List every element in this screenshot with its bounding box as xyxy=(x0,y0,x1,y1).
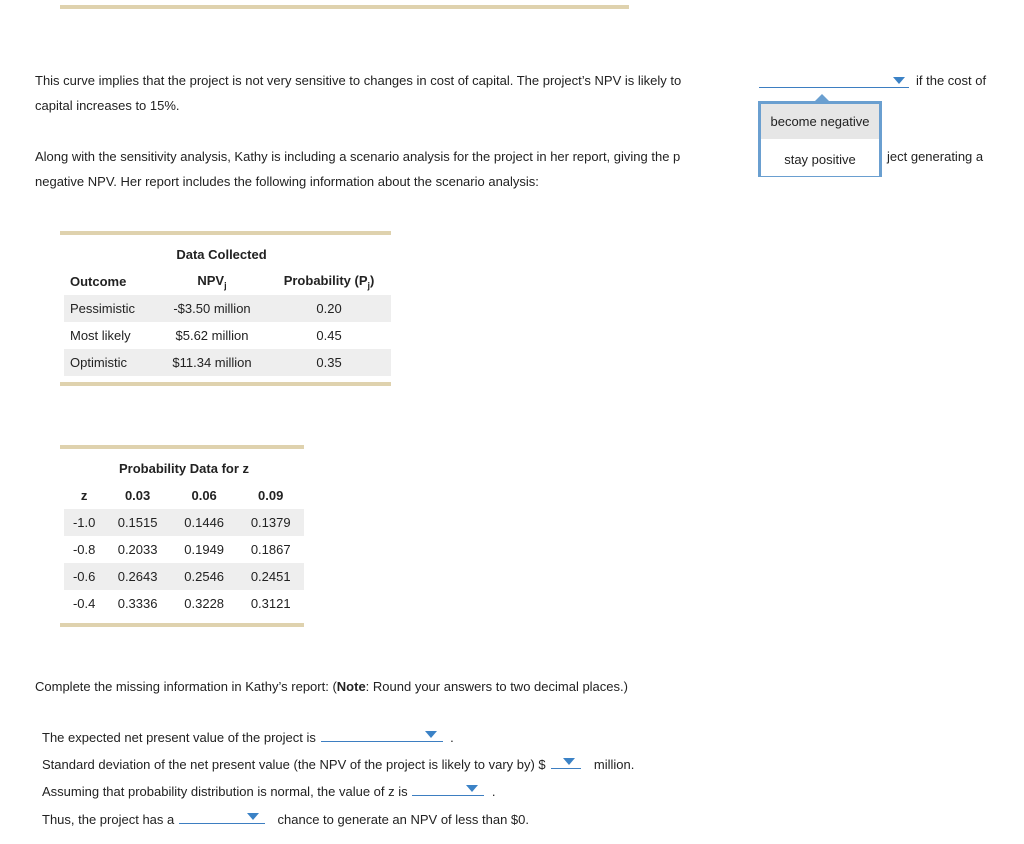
table2-header-col1: 0.03 xyxy=(124,488,151,503)
popup-pointer-icon xyxy=(815,94,829,101)
prob-cell: 0.3121 xyxy=(250,596,291,611)
prob-cell: 0.2033 xyxy=(117,542,158,557)
table2-header-col3: 0.09 xyxy=(258,488,284,503)
paragraph-sensitivity-line2 xyxy=(35,93,180,118)
table1-header-prob-sub: j xyxy=(367,280,371,291)
instructions-text-end: : Round your answers to two decimal places.) xyxy=(365,679,628,694)
paragraph-sensitivity-end xyxy=(916,68,986,93)
table-row xyxy=(64,563,304,590)
instructions-text: Complete the missing information in Kathy’s report: ( xyxy=(35,679,337,694)
paragraph-sensitivity xyxy=(35,68,681,93)
probability-z-table xyxy=(64,455,304,617)
chevron-down-icon xyxy=(466,785,478,792)
probability-cell: 0.35 xyxy=(267,349,391,376)
question-z-value-end: . xyxy=(491,784,496,799)
prob-cell: 0.2546 xyxy=(171,563,238,590)
probability-cell: 0.45 xyxy=(316,328,342,343)
table-row xyxy=(64,322,391,349)
table-row xyxy=(64,509,304,536)
npv-cell: $11.34 million xyxy=(157,349,267,376)
npv-direction-dropdown[interactable] xyxy=(759,73,909,88)
question-z-value xyxy=(42,778,496,805)
paragraph-scenario-text: Along with the sensitivity analysis, Kathy is including a scenario analysis for the project in her report, giving the p xyxy=(35,149,681,164)
prob-cell: 0.1446 xyxy=(171,509,238,536)
dropdown-options-popup xyxy=(758,101,882,177)
question-std-dev xyxy=(42,751,634,778)
table2-header-z: z xyxy=(80,488,88,503)
chevron-down-icon xyxy=(893,77,905,84)
paragraph-scenario xyxy=(35,144,680,169)
table1-header-prob-label: Probability (P xyxy=(283,272,368,288)
question-probability-end: chance to generate an NPV of less than $0. xyxy=(277,812,530,827)
chevron-down-icon xyxy=(247,813,259,820)
question-std-dev-end: million. xyxy=(593,757,635,772)
table1-header-prob-end: ) xyxy=(370,272,375,288)
z-value-dropdown[interactable] xyxy=(412,781,484,796)
question-std-dev-text: Standard deviation of the net present value (the NPV of the project is likely to vary by) $ xyxy=(42,757,546,772)
paragraph-sensitivity-text: This curve implies that the project is not very sensitive to changes in cost of capital. The project’s NPV is likely to xyxy=(35,73,682,88)
chevron-down-icon xyxy=(563,758,575,765)
table1-header-npv-sub: j xyxy=(224,280,227,291)
paragraph-sensitivity-line2-text: capital increases to 15%. xyxy=(35,98,180,113)
table1-header-outcome: Outcome xyxy=(70,274,127,289)
prob-cell: 0.3228 xyxy=(184,596,225,611)
table1-header-npv-label: NPV xyxy=(197,272,225,288)
table-row xyxy=(64,590,304,617)
z-cell: -1.0 xyxy=(64,509,104,536)
table1-bottom-rule xyxy=(60,382,391,386)
question-expected-npv-end: . xyxy=(450,730,454,745)
paragraph-scenario-line2-text: negative NPV. Her report includes the following information about the scenario analysis: xyxy=(35,174,539,189)
prob-cell: 0.1949 xyxy=(184,542,225,557)
outcome-cell: Pessimistic xyxy=(64,295,157,322)
prob-cell: 0.1515 xyxy=(104,509,171,536)
npv-cell: -$3.50 million xyxy=(157,295,267,322)
table1-header-npv xyxy=(157,268,267,295)
table2-header-col2: 0.06 xyxy=(191,488,217,503)
z-cell: -0.6 xyxy=(64,563,104,590)
expected-npv-dropdown[interactable] xyxy=(321,727,443,742)
npv-cell: $5.62 million xyxy=(175,328,249,343)
question-expected-npv xyxy=(42,724,454,751)
table1-top-rule xyxy=(60,231,391,235)
option-become-negative[interactable]: become negative xyxy=(761,104,879,139)
table2-top-rule xyxy=(60,445,304,449)
table-row xyxy=(64,536,304,563)
outcome-cell: Optimistic xyxy=(64,349,157,376)
option-stay-positive[interactable]: stay positive xyxy=(761,144,879,176)
chevron-down-icon xyxy=(425,731,437,738)
top-divider xyxy=(60,5,629,9)
prob-cell: 0.1867 xyxy=(250,542,291,557)
table1-header-probability xyxy=(267,268,391,295)
table-row xyxy=(64,295,391,322)
paragraph-scenario-line2 xyxy=(35,169,539,194)
probability-cell: 0.20 xyxy=(267,295,391,322)
std-dev-dropdown[interactable] xyxy=(551,754,581,769)
prob-cell: 0.2451 xyxy=(237,563,304,590)
question-probability-text: Thus, the project has a xyxy=(42,812,175,827)
question-expected-npv-text: The expected net present value of the project is xyxy=(42,730,316,745)
paragraph-scenario-tail-text: ject generating a xyxy=(887,149,984,164)
data-collected-table xyxy=(64,241,391,376)
question-z-value-text: Assuming that probability distribution is normal, the value of z is xyxy=(42,784,408,799)
outcome-cell: Most likely xyxy=(70,328,131,343)
table1-title: Data Collected xyxy=(176,247,267,262)
table2-bottom-rule xyxy=(60,623,304,627)
table2-title: Probability Data for z xyxy=(118,461,250,476)
instructions-note-label: Note xyxy=(336,679,366,694)
probability-dropdown[interactable] xyxy=(179,809,265,824)
instructions xyxy=(35,674,628,699)
z-cell: -0.8 xyxy=(72,542,96,557)
prob-cell: 0.3336 xyxy=(117,596,158,611)
prob-cell: 0.1379 xyxy=(237,509,304,536)
z-cell: -0.4 xyxy=(72,596,96,611)
prob-cell: 0.2643 xyxy=(104,563,171,590)
table-row xyxy=(64,349,391,376)
question-probability xyxy=(42,806,529,833)
paragraph-sensitivity-end-text: if the cost of xyxy=(916,73,987,88)
paragraph-scenario-tail xyxy=(887,144,983,169)
